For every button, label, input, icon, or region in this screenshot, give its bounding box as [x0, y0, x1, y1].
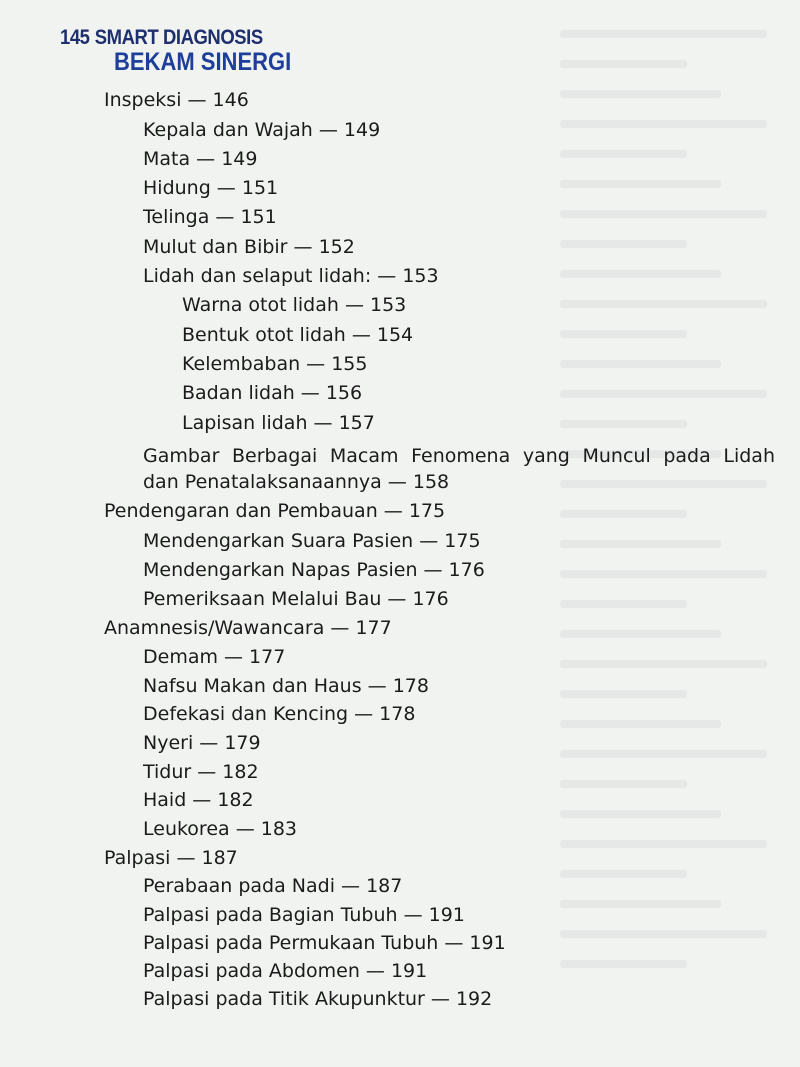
toc-entry-titik-akupunktur: Palpasi pada Titik Akupunktur — 192 [143, 988, 493, 1010]
toc-entry-tidur: Tidur — 182 [143, 761, 259, 783]
toc-entry-defekasi: Defekasi dan Kencing — 178 [143, 703, 416, 725]
toc-entry-mulut-bibir: Mulut dan Bibir — 152 [143, 236, 355, 258]
toc-entry-nyeri: Nyeri — 179 [143, 732, 261, 754]
toc-entry-melalui-bau: Pemeriksaan Melalui Bau — 176 [143, 588, 449, 610]
toc-entry-suara-pasien: Mendengarkan Suara Pasien — 175 [143, 530, 481, 552]
toc-entry-nafsu-makan: Nafsu Makan dan Haus — 178 [143, 675, 429, 697]
toc-entry-bentuk-otot-lidah: Bentuk otot lidah — 154 [182, 324, 414, 346]
toc-entry-abdomen: Palpasi pada Abdomen — 191 [143, 960, 428, 982]
toc-entry-gambar-fenomena: Gambar Berbagai Macam Fenomena yang Muncul pada Lidah [143, 445, 775, 467]
header-line [60, 26, 285, 50]
toc-entry-leukorea: Leukorea — 183 [143, 818, 298, 840]
toc-entry-telinga: Telinga — 151 [143, 206, 277, 228]
toc-entry-mata: Mata — 149 [143, 148, 258, 170]
toc-entry-lapisan-lidah: Lapisan lidah — 157 [182, 412, 375, 434]
toc-entry-inspeksi: Inspeksi — 146 [104, 89, 249, 111]
toc-entry-warna-otot-lidah: Warna otot lidah — 153 [182, 294, 407, 316]
book-subtitle: BEKAM SINERGI [114, 48, 292, 76]
toc-entry-gambar-fenomena-cont: dan Penatalaksanaannya — 158 [143, 471, 450, 493]
toc-entry-kepala-wajah: Kepala dan Wajah — 149 [143, 119, 381, 141]
toc-entry-lidah: Lidah dan selaput lidah: — 153 [143, 265, 439, 287]
toc-entry-haid: Haid — 182 [143, 789, 254, 811]
toc-entry-anamnesis: Anamnesis/Wawancara — 177 [104, 617, 392, 639]
toc-entry-permukaan-tubuh: Palpasi pada Permukaan Tubuh — 191 [143, 932, 506, 954]
page-number: 145 [60, 26, 90, 49]
toc-entry-perabaan-nadi: Perabaan pada Nadi — 187 [143, 875, 403, 897]
toc-entry-napas-pasien: Mendengarkan Napas Pasien — 176 [143, 559, 485, 581]
toc-entry-badan-lidah: Badan lidah — 156 [182, 382, 363, 404]
toc-entry-kelembaban: Kelembaban — 155 [182, 353, 368, 375]
running-header [60, 26, 315, 77]
toc-entry-hidung: Hidung — 151 [143, 177, 279, 199]
toc-entry-bagian-tubuh: Palpasi pada Bagian Tubuh — 191 [143, 904, 465, 926]
toc-entry-demam: Demam — 177 [143, 646, 286, 668]
show-through-background [560, 30, 790, 1030]
toc-entry-pendengaran: Pendengaran dan Pembauan — 175 [104, 500, 446, 522]
toc-entry-palpasi: Palpasi — 187 [104, 847, 238, 869]
book-title: SMART DIAGNOSIS [94, 26, 263, 49]
